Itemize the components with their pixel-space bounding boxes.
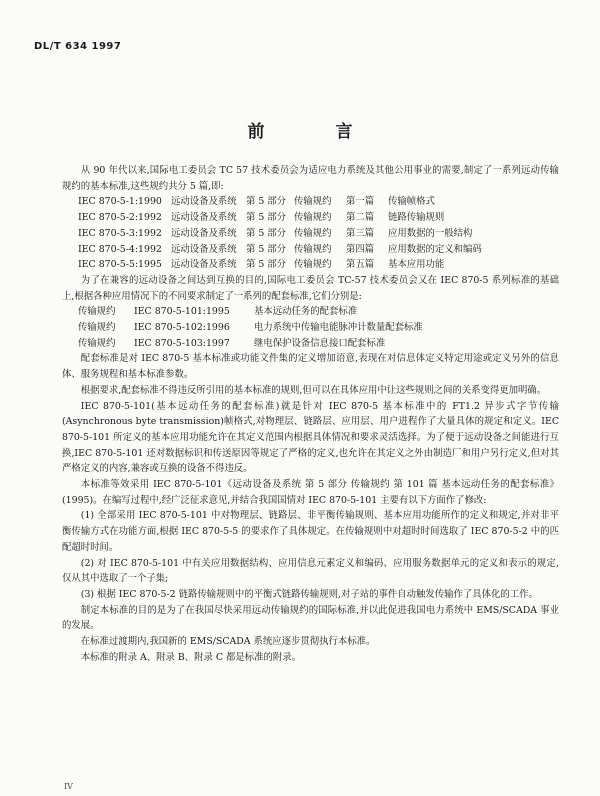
series-part: 第 5 部分: [246, 259, 287, 271]
companion-item: [62, 320, 559, 336]
series-section: 第一篇: [346, 196, 375, 208]
series-protocol: 传输规约: [294, 227, 332, 239]
series-system: 远动设备及系统: [171, 243, 237, 255]
series-section: 第三篇: [346, 227, 375, 239]
body-paragraph: 制定本标准的目的是为了在我国尽快采用远动传输规约的国际标准,并以此促进我国电力系统中 EMS/SCADA 事业的发展。: [62, 604, 559, 632]
series-part: 第 5 部分: [246, 227, 287, 239]
series-system: 远动设备及系统: [171, 259, 237, 271]
body-paragraph: IEC 870-5-101(基本远动任务的配套标准)就是针对 IEC 870-5 基本标准中的 FT1.2 异步式字节传输(Asynchronous byte transmission)帧格式,对物理层、链路层、应用层、用户进程作了大量具体的规定和定义。IEC 870-5-101 所定义的基本应用功能允许在其定义范围内根据具体情况和要求灵活选择。为了便于远动设备之间能进行互换,IEC 870-5-101 还对数据标识和传送原因等规定了严格的定义,也允许在其定义之外由制造厂和用户另行定义,但对其严格定义的内容,兼容或互换的设备不得违反。: [62, 400, 559, 475]
series-system: 远动设备及系统: [171, 227, 237, 239]
intro-paragraph: 从 90 年代以来,国际电工委员会 TC 57 技术委员会为适应电力系统及其他公用事业的需要,制定了一系列远动传输规约的基本标准,这些规约共分 5 篇,即:: [62, 165, 559, 192]
body-paragraph: 配套标准是对 IEC 870-5 基本标准或功能文件集的定义增加语意,表现在对信息体定义特定用途或定义另外的信息体、服务规程和基本标准参数。: [62, 353, 559, 381]
title-char-1: 前: [247, 122, 265, 142]
series-item: [62, 257, 559, 273]
companion-list: [62, 304, 559, 351]
series-system: 远动设备及系统: [171, 212, 237, 224]
series-item: [62, 242, 559, 258]
companion-item: [62, 304, 559, 320]
body-paragraph: (3) 根据 IEC 870-5-2 链路传输规则中的平衡式链路传输规则,对子站的事件自动触发传输作了具体化的工作。: [80, 588, 538, 600]
body-paragraph: 在标准过渡期内,我国新的 EMS/SCADA 系统应逐步贯彻执行本标准。: [80, 636, 376, 648]
series-part: 第 5 部分: [246, 212, 287, 224]
series-topic: 应用数据的一般结构: [388, 227, 473, 239]
body-paragraph: 本标准的附录 A、附录 B、附录 C 都是标准的附录。: [80, 651, 302, 663]
series-section: 第五篇: [346, 259, 375, 271]
page-number: IV: [64, 782, 73, 791]
series-item: [62, 210, 559, 226]
series-part: 第 5 部分: [246, 243, 287, 255]
companion-label: 传输规约: [78, 306, 116, 318]
companion-code: IEC 870-5-103:1997: [134, 337, 230, 349]
series-list: [62, 194, 559, 273]
series-topic: 传输帧格式: [388, 196, 435, 208]
companion-intro-paragraph: 为了在兼容的远动设备之间达到互换的目的,国际电工委员会 TC-57 技术委员会又在 IEC 870-5 系列标准的基础上,根据各种应用情况下的不同要求制定了一系列的配套标准,它们分别是:: [62, 274, 559, 302]
series-section: 第二篇: [346, 212, 375, 224]
page-title: [0, 117, 600, 142]
companion-code: IEC 870-5-101:1995: [134, 306, 230, 318]
body-paragraph: (1) 全部采用 IEC 870-5-101 中对物理层、链路层、非平衡传输规则、基本应用功能所作的定义和规定,并对非平衡传输方式在功能方面,根据 IEC 870-5-5 的要求作了具体规定。在传输规则中对超时时间选取了 IEC 870-5-2 中的匹配超时时间。: [62, 510, 559, 553]
title-char-2: 言: [335, 122, 353, 142]
series-item: [62, 194, 559, 210]
series-part: 第 5 部分: [246, 196, 287, 208]
series-section: 第四篇: [346, 243, 375, 255]
series-code: IEC 870-5-5:1995: [78, 259, 162, 271]
companion-title: 继电保护设备信息接口配套标准: [254, 337, 386, 349]
series-topic: 应用数据的定义和编码: [388, 243, 482, 255]
companion-label: 传输规约: [78, 337, 116, 349]
companion-title: 基本远动任务的配套标准: [254, 306, 358, 318]
companion-item: [62, 336, 559, 352]
series-code: IEC 870-5-2:1992: [78, 212, 162, 224]
body-paragraph: 根据要求,配套标准不得违反所引用的基本标准的规则,但可以在具体应用中让这些规则之间的关系变得更加明确。: [80, 384, 547, 396]
document-body: [62, 163, 559, 666]
series-protocol: 传输规约: [294, 243, 332, 255]
standard-number: DL/T 634 1997: [34, 41, 122, 52]
series-topic: 基本应用功能: [388, 259, 445, 271]
series-item: [62, 226, 559, 242]
series-code: IEC 870-5-1:1990: [78, 196, 162, 208]
series-code: IEC 870-5-3:1992: [78, 227, 162, 239]
companion-title: 电力系统中传输电能脉冲计数量配套标准: [254, 322, 423, 334]
series-protocol: 传输规约: [294, 196, 332, 208]
body-paragraph: 本标准等效采用 IEC 870-5-101《远动设备及系统 第 5 部分 传输规约 第 101 篇 基本远动任务的配套标准》(1995)。在编写过程中,经广泛征求意见,并结合我国国情对 IEC 870-5-101 主要有以下方面作了修改:: [62, 479, 559, 506]
series-protocol: 传输规约: [294, 259, 332, 271]
companion-label: 传输规约: [78, 322, 116, 334]
series-topic: 链路传输规则: [388, 212, 445, 224]
series-system: 远动设备及系统: [171, 196, 237, 208]
series-code: IEC 870-5-4:1992: [78, 243, 162, 255]
companion-code: IEC 870-5-102:1996: [134, 322, 230, 334]
body-paragraph: (2) 对 IEC 870-5-101 中有关应用数据结构、应用信息元素定义和编码、应用服务数据单元的定义和表示的规定,仅从其中选取了一个子集;: [62, 557, 559, 585]
series-protocol: 传输规约: [294, 212, 332, 224]
